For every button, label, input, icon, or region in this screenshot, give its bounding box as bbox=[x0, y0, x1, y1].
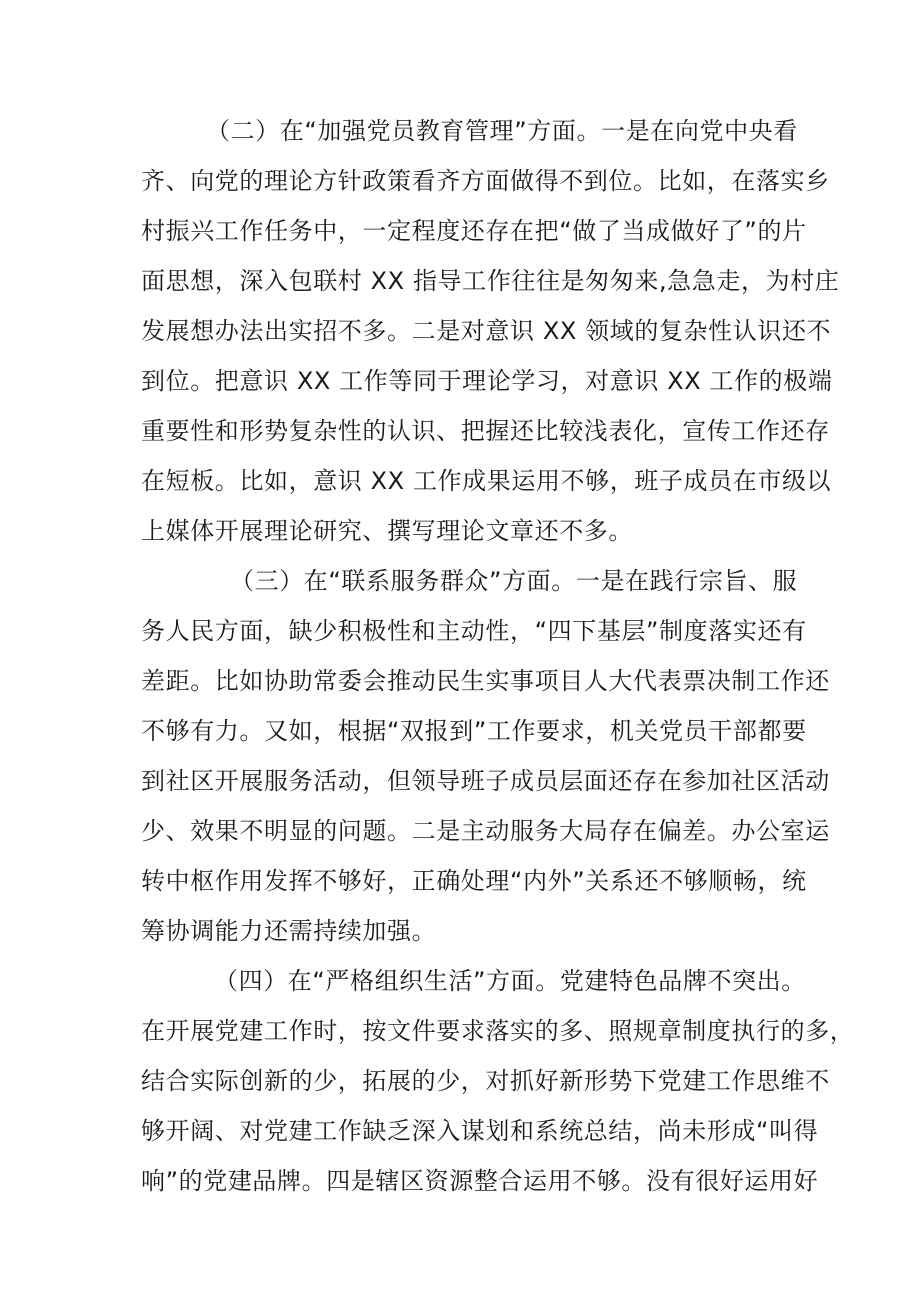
text-line: 在开展党建工作时，按文件要求落实的多、照规章制度执行的多， bbox=[141, 1017, 855, 1045]
text-line: 结合实际创新的少，拓展的少，对抓好新形势下党建工作思维不 bbox=[141, 1067, 830, 1095]
text-line: 差距。比如协助常委会推动民生实事项目人大代表票决制工作还 bbox=[141, 667, 830, 695]
text-line: （三）在“联系服务群众”方面。一是在践行宗旨、服 bbox=[230, 567, 798, 595]
text-line: 响”的党建品牌。四是辖区资源整合运用不够。没有很好运用好 bbox=[141, 1167, 819, 1195]
text-line: 到社区开展服务活动，但领导班子成员层面还存在参加社区活动 bbox=[141, 767, 830, 795]
text-line: 够开阔、对党建工作缺乏深入谋划和系统总结，尚未形成“叫得 bbox=[141, 1117, 819, 1145]
text-line: 村振兴工作任务中，一定程度还存在把“做了当成做好了”的片 bbox=[141, 217, 807, 245]
text-line: 发展想办法出实招不多。二是对意识 XX 领域的复杂性认识还不 bbox=[141, 317, 832, 345]
text-line: （四）在“严格组织生活”方面。党建特色品牌不突出。 bbox=[214, 967, 806, 995]
text-line: 不够有力。又如，根据“双报到”工作要求，机关党员干部都要 bbox=[141, 717, 807, 745]
text-line: 到位。把意识 XX 工作等同于理论学习，对意识 XX 工作的极端 bbox=[141, 367, 833, 395]
text-line: 转中枢作用发挥不够好，正确处理“内外”关系还不够顺畅，统 bbox=[141, 867, 807, 895]
text-line: 齐、向党的理论方针政策看齐方面做得不到位。比如，在落实乡 bbox=[141, 167, 830, 195]
text-line: 筹协调能力还需持续加强。 bbox=[141, 917, 437, 945]
text-line: 少、效果不明显的问题。二是主动服务大局存在偏差。办公室运 bbox=[141, 817, 830, 845]
text-line: 务人民方面，缺少积极性和主动性，“四下基层”制度落实还有 bbox=[141, 617, 807, 645]
text-line: 在短板。比如，意识 XX 工作成果运用不够，班子成员在市级以 bbox=[141, 467, 832, 495]
text-line: 上媒体开展理论研究、撰写理论文章还不多。 bbox=[141, 517, 633, 545]
text-line: 面思想，深入包联村 XX 指导工作往往是匆匆来,急急走，为村庄 bbox=[141, 267, 840, 295]
text-line: （二）在“加强党员教育管理”方面。一是在向党中央看 bbox=[206, 117, 798, 145]
text-line: 重要性和形势复杂性的认识、把握还比较浅表化，宣传工作还存 bbox=[141, 417, 830, 445]
